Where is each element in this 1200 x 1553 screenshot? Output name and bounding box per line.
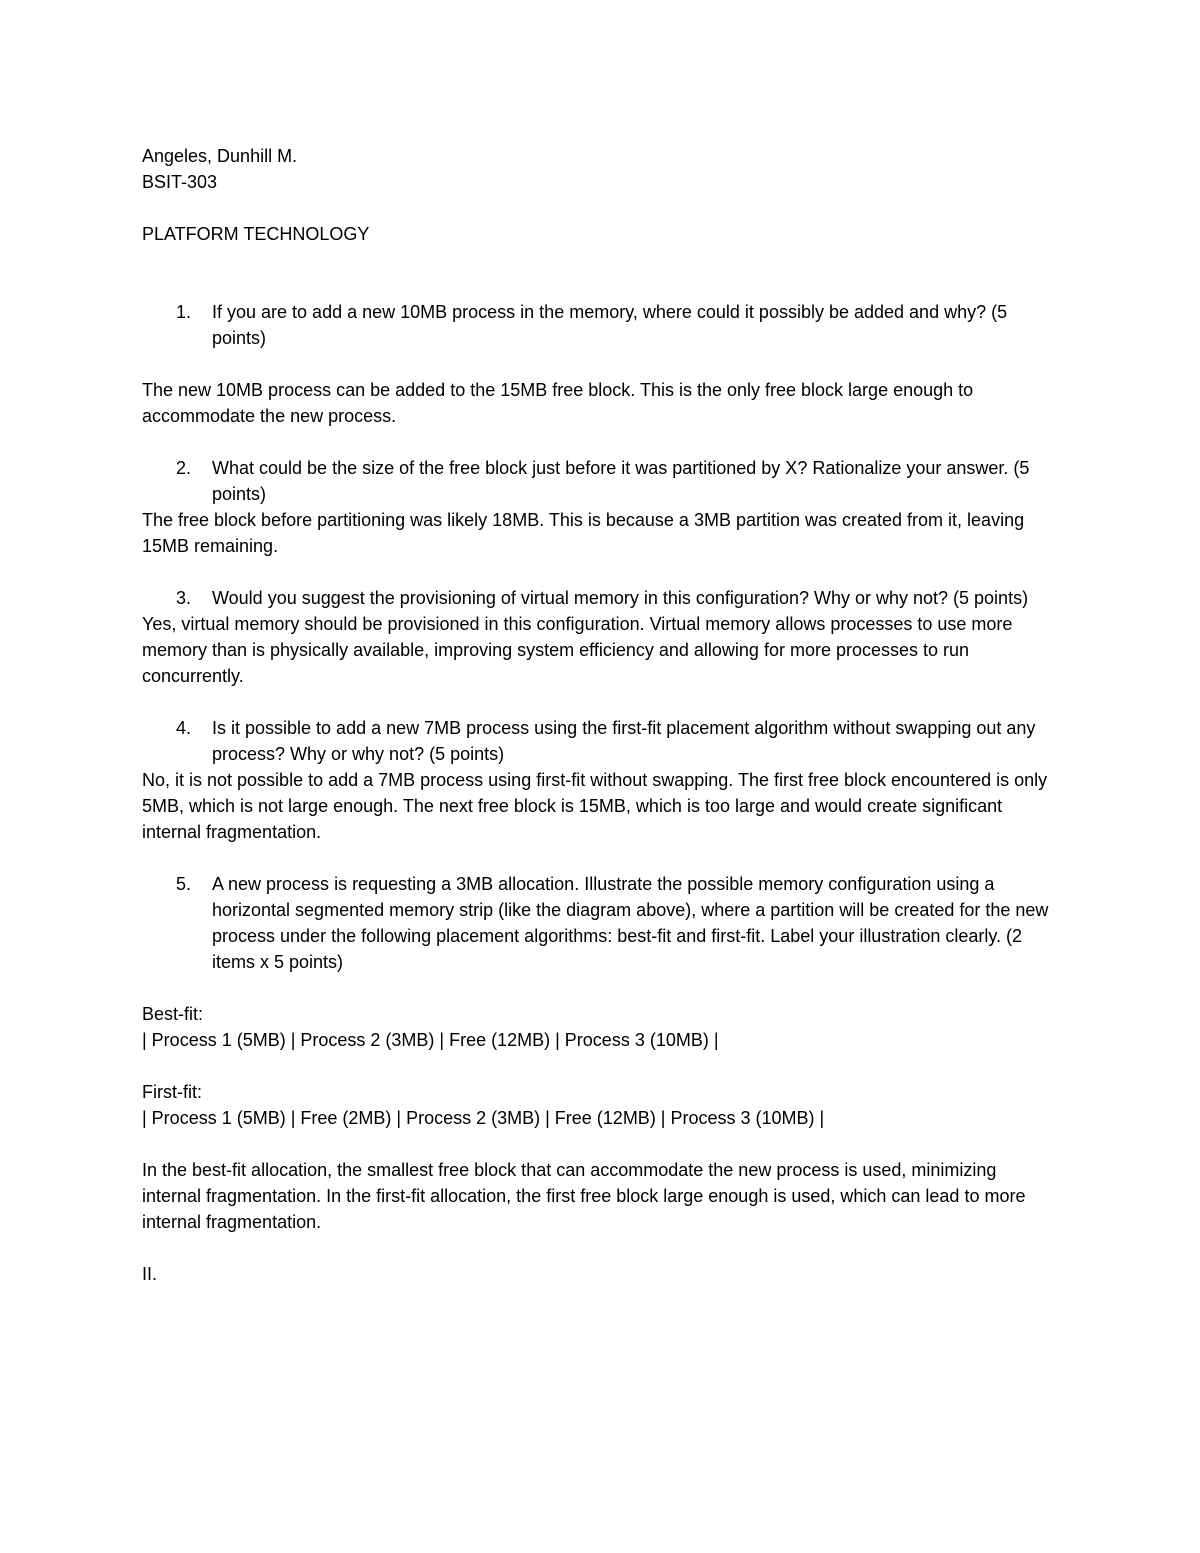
question-text: Is it possible to add a new 7MB process using the first-fit placement algorithm without swapping out any process? Why or why not? (5 points) — [212, 718, 1036, 764]
answer-1: The new 10MB process can be added to the 15MB free block. This is the only free block large enough to accommodate the new process. — [142, 380, 974, 426]
question-number: 1. — [176, 302, 192, 322]
student-section: BSIT-303 — [142, 172, 218, 192]
question-text: A new process is requesting a 3MB allocation. Illustrate the possible memory configuration using a horizontal segmented memory strip (like the diagram above), where a partition will be created for the new process under the following placement algorithms: best-fit and first-fit. Label your illustration clearly. (2 items x 5 points) — [212, 874, 1049, 972]
best-fit-strip: | Process 1 (5MB) | Process 2 (3MB) | Free (12MB) | Process 3 (10MB) | — [142, 1030, 719, 1050]
first-fit-label: First-fit: — [142, 1082, 202, 1102]
first-fit-strip: | Process 1 (5MB) | Free (2MB) | Process 2 (3MB) | Free (12MB) | Process 3 (10MB) | — [142, 1108, 825, 1128]
section-two-heading: II. — [142, 1264, 158, 1284]
best-fit-label: Best-fit: — [142, 1004, 204, 1024]
question-number: 5. — [176, 874, 192, 894]
question-5 — [142, 871, 1062, 975]
answer-2: The free block before partitioning was likely 18MB. This is because a 3MB partition was created from it, leaving 15MB remaining. — [142, 510, 1025, 556]
answer-4: No, it is not possible to add a 7MB process using first-fit without swapping. The first free block encountered is only 5MB, which is not large enough. The next free block is 15MB, which is too large and would create significant internal fragmentation. — [142, 770, 1048, 842]
question-1 — [142, 299, 1062, 351]
question-3 — [142, 585, 1062, 611]
question-text: Would you suggest the provisioning of virtual memory in this configuration? Why or why not? (5 points) — [212, 588, 1029, 608]
student-name: Angeles, Dunhill M. — [142, 146, 298, 166]
question-number: 4. — [176, 718, 192, 738]
allocation-explanation: In the best-fit allocation, the smallest free block that can accommodate the new process is used, minimizing internal fragmentation. In the first-fit allocation, the first free block large enough is used, which can lead to more internal fragmentation. — [142, 1160, 1026, 1232]
question-4 — [142, 715, 1062, 767]
answer-3: Yes, virtual memory should be provisioned in this configuration. Virtual memory allows processes to use more memory than is physically available, improving system efficiency and allowing for more processes to run concurrently. — [142, 614, 1013, 686]
question-number: 3. — [176, 588, 192, 608]
question-number: 2. — [176, 458, 192, 478]
question-text: What could be the size of the free block just before it was partitioned by X? Rationalize your answer. (5 points) — [212, 458, 1030, 504]
course-title: PLATFORM TECHNOLOGY — [142, 224, 370, 244]
document-body — [142, 143, 1062, 1287]
question-2 — [142, 455, 1062, 507]
question-text: If you are to add a new 10MB process in the memory, where could it possibly be added and why? (5 points) — [212, 302, 1008, 348]
